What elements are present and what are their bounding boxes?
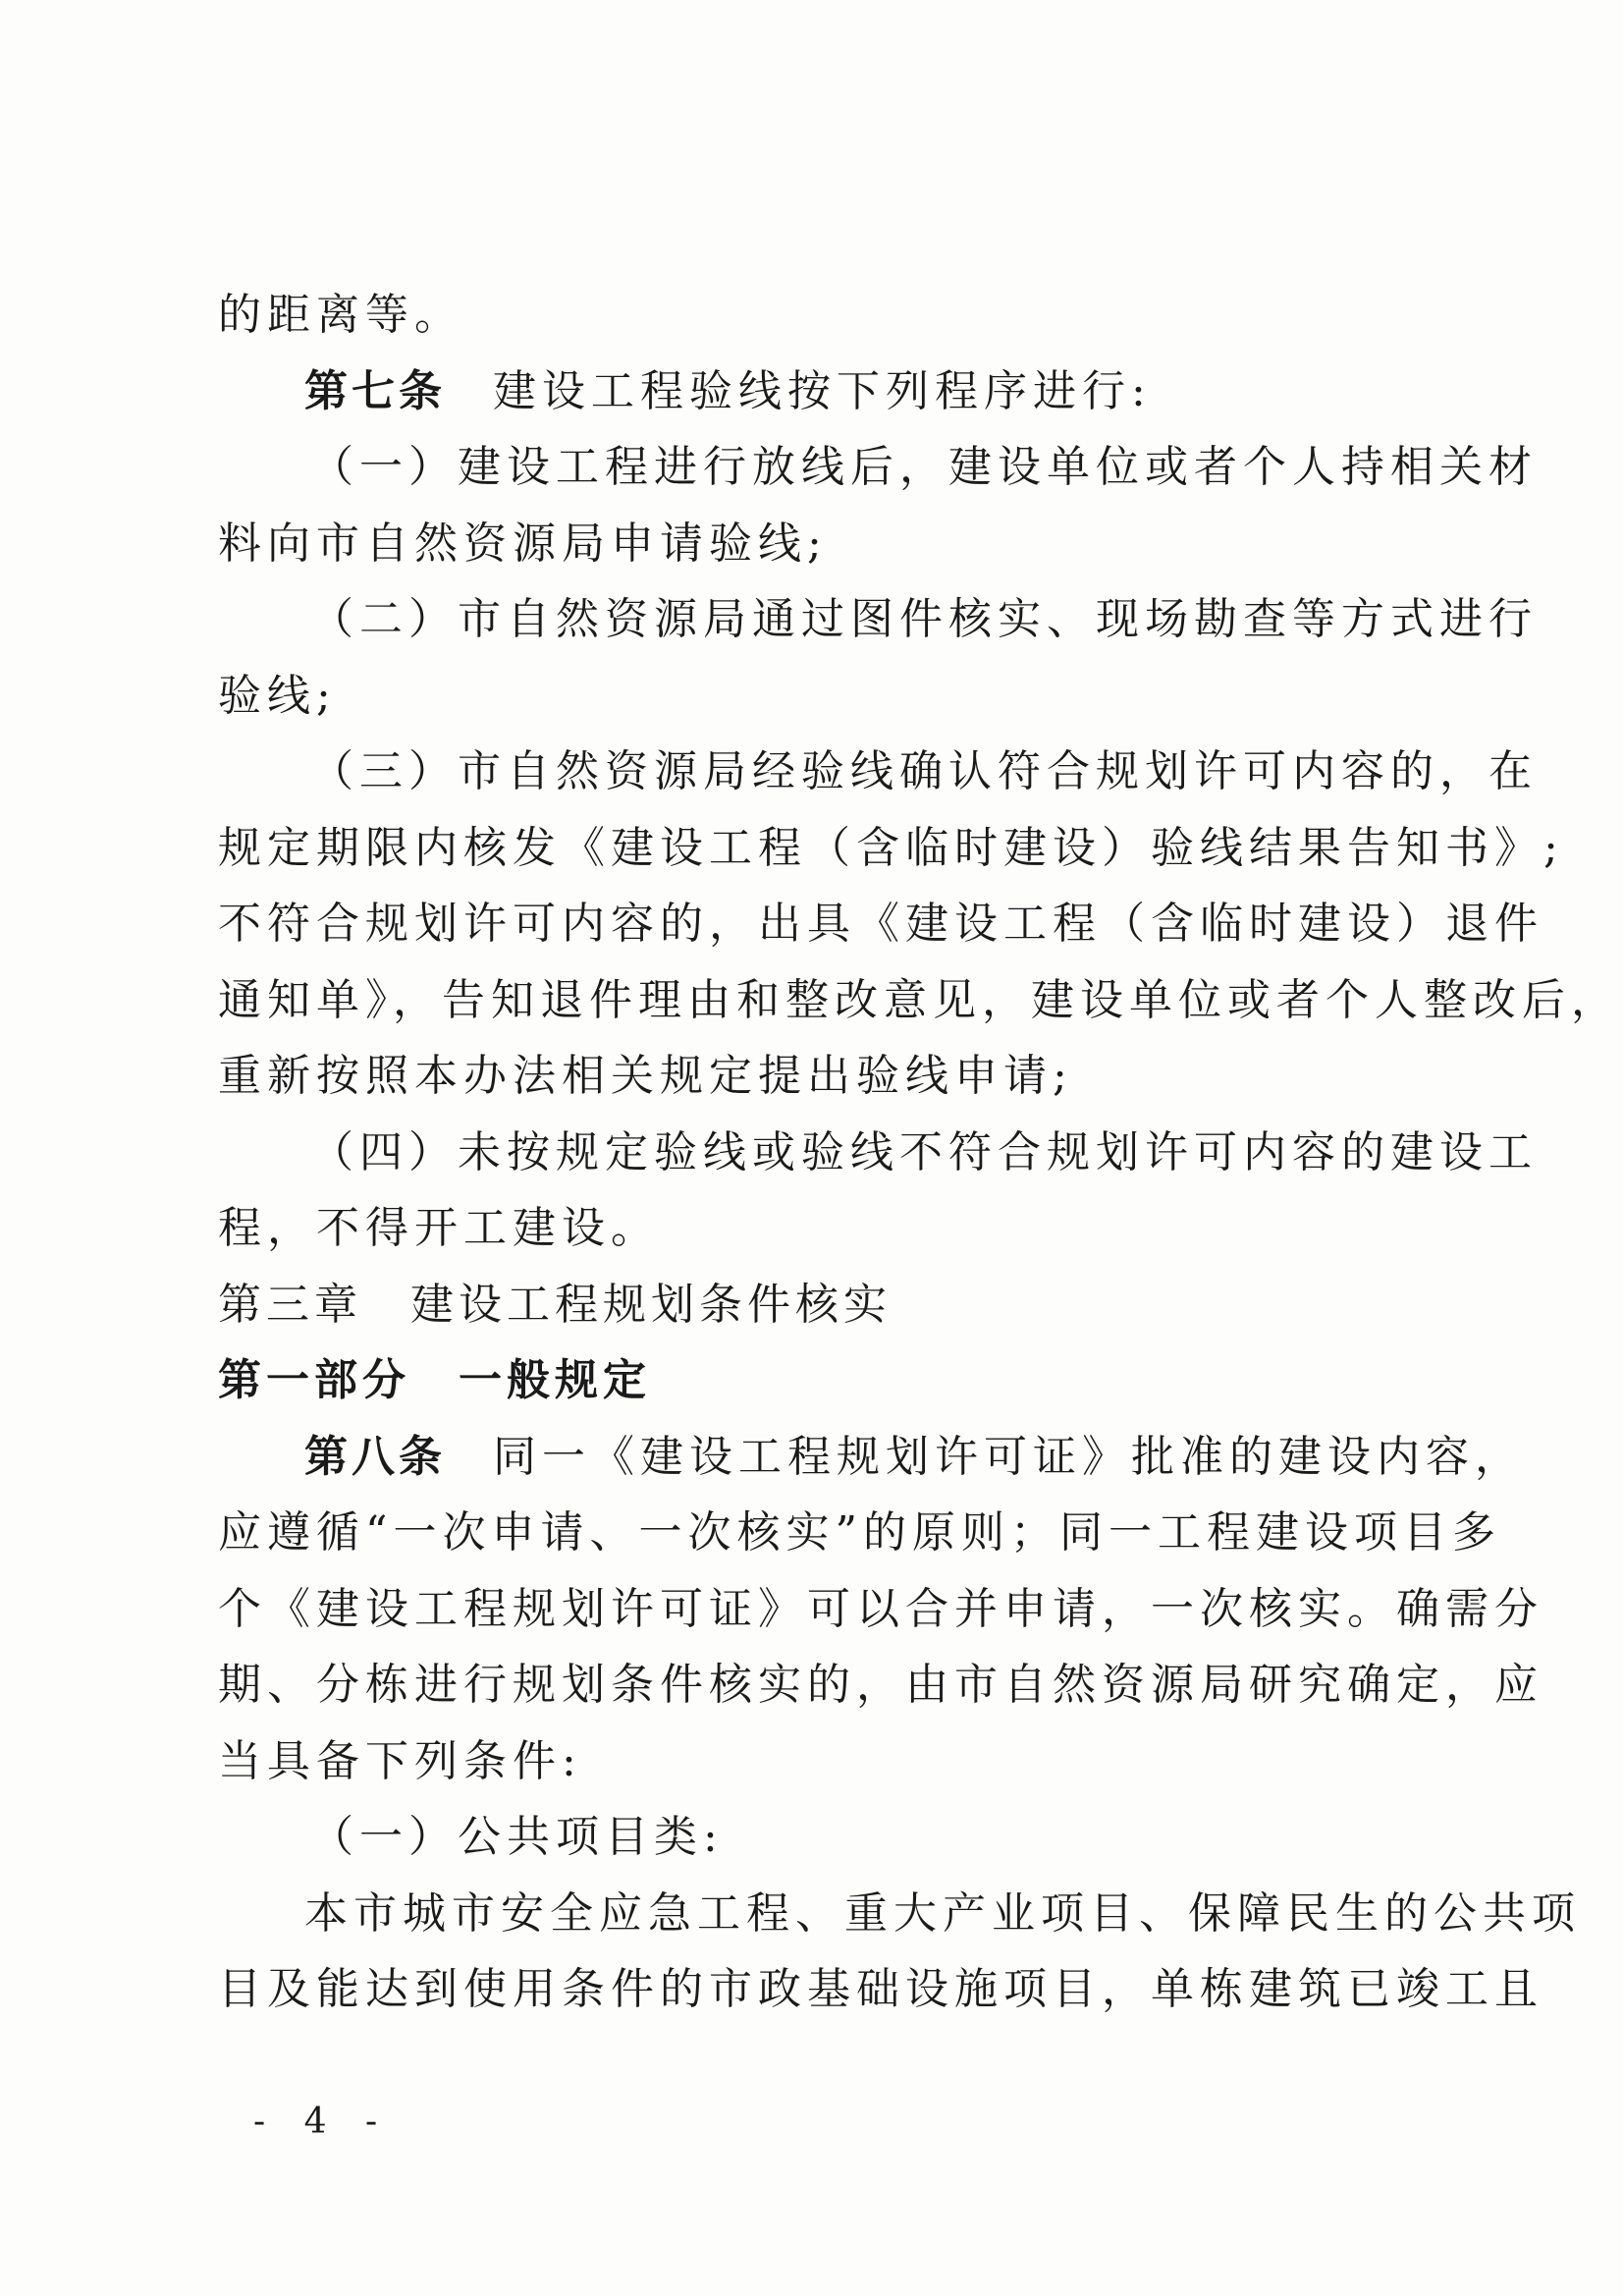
text-line: （二）市自然资源局通过图件核实、现场勘查等方式进行 [310, 594, 1538, 644]
document-body [218, 277, 1620, 2028]
text-line: 料向市自然资源局申请验线; [218, 518, 828, 569]
text-line: 期、分栋进行规划条件核实的，由市自然资源局研究确定，应 [218, 1660, 1543, 1710]
text-line: （一）建设工程进行放线后，建设单位或者个人持相关材 [310, 442, 1538, 492]
article-number: 第八条 [304, 1431, 446, 1482]
text-line: （四）未按规定验线或验线不符合规划许可内容的建设工 [310, 1126, 1538, 1177]
page-number: - 4 - [253, 2102, 392, 2142]
text-line: 建设工程验线按下列程序进行: [493, 365, 1152, 416]
text-line: 应遵循“一次申请、一次核实”的原则；同一工程建设项目多 [218, 1507, 1501, 1558]
text-line: 目及能达到使用条件的市政基础设施项目，单栋建筑已竣工且 [218, 1964, 1543, 2014]
text-line: 重新按照本办法相关规定提出验线申请; [218, 1051, 1073, 1101]
text-line: 的距离等。 [218, 290, 463, 340]
text-line: 不符合规划许可内容的，出具《建设工程（含临时建设）退件 [218, 899, 1543, 949]
text-line: 程，不得开工建设。 [218, 1203, 660, 1253]
text-line: 通知单》，告知退件理由和整改意见，建设单位或者个人整改后， [218, 974, 1620, 1025]
article-number: 第七条 [304, 365, 446, 416]
text-line: （一）公共项目类: [310, 1812, 724, 1862]
text-line: 个《建设工程规划许可证》可以合并申请，一次核实。确需分 [218, 1583, 1543, 1634]
text-line: 规定期限内核发《建设工程（含临时建设）验线结果告知书》; [218, 822, 1564, 873]
article-8-line [218, 1419, 1524, 1496]
article-7-line [218, 354, 1416, 430]
text-line: 当具备下列条件: [218, 1735, 582, 1786]
section-heading: 第一部分 一般规定 [218, 1355, 651, 1405]
text-line: 验线; [218, 670, 337, 721]
chapter-heading: 第三章 建设工程规划条件核实 [218, 1279, 892, 1330]
text-line: 本市城市安全应急工程、重大产业项目、保障民生的公共项 [304, 1887, 1581, 1939]
text-line: 同一《建设工程规划许可证》批准的建设内容， [493, 1431, 1524, 1482]
text-line: （三）市自然资源局经验线确认符合规划许可内容的，在 [310, 746, 1538, 796]
